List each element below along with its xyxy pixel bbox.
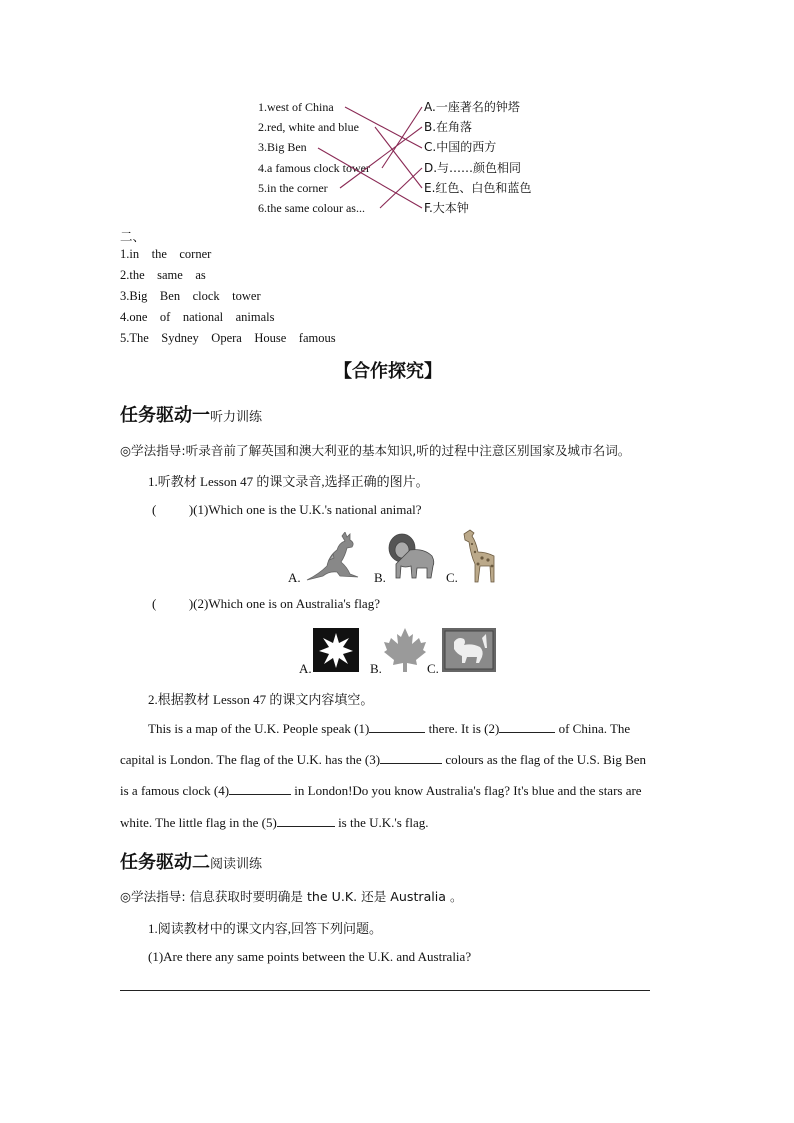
task1-heading: 任务驱动一 [120, 405, 210, 426]
passage-line-2 [120, 751, 646, 768]
maple-leaf-icon [383, 626, 427, 672]
matching-right-item: D.与……颜色相同 [424, 160, 522, 175]
matching-left-item: 3.Big Ben [258, 140, 307, 155]
giraffe-icon [458, 528, 502, 584]
option-label: C. [427, 661, 439, 676]
section-two-label: 二、 [120, 229, 146, 244]
star-icon [313, 628, 359, 672]
task2-heading-row [120, 848, 262, 874]
task2-q1-1: (1)Are there any same points between the U.K. and Australia? [148, 949, 472, 964]
matching-lines [0, 0, 794, 230]
task1-q2-intro: 2.根据教材 Lesson 47 的课文内容填空。 [148, 692, 374, 707]
matching-left-item: 5.in the corner [258, 180, 328, 195]
option-label: B. [370, 661, 382, 676]
matching-right-column [424, 97, 531, 218]
section-title: 【合作探究】 [334, 361, 442, 382]
option-label: A. [299, 661, 312, 676]
answer-blank-4[interactable] [229, 782, 291, 795]
task1-guide: ◎学法指导:听录音前了解英国和澳大利亚的基本知识,听的过程中注意区别国家及城市名词。 [120, 443, 631, 458]
section-two-item: 1.in the corner [120, 247, 212, 261]
task1-tag: 听力训练 [210, 410, 263, 425]
section-two-item: 2.the same as [120, 268, 206, 282]
passage-text: of China. The [555, 721, 631, 736]
matching-left-item: 6.the same colour as... [258, 200, 365, 215]
passage-text: in London!Do you know Australia's flag? It's blue and the stars are [291, 783, 642, 798]
passage-text: is a famous clock (4) [120, 783, 230, 798]
matching-right-item: E.红色、白色和蓝色 [424, 180, 532, 195]
passage-text: white. The little flag in the (5) [120, 815, 277, 830]
matching-left-item: 1.west of China [258, 100, 334, 114]
task1-q1-2: ( )(2)Which one is on Australia's flag? [152, 596, 380, 611]
option-label: A. [288, 570, 301, 585]
task2-heading: 任务驱动二 [120, 852, 210, 873]
answer-line[interactable] [120, 990, 650, 991]
matching-right-item: F.大本钟 [424, 200, 469, 215]
answer-blank-3[interactable] [380, 751, 442, 764]
task1-q1-intro: 1.听教材 Lesson 47 的课文录音,选择正确的图片。 [148, 474, 429, 489]
section-two-item: 4.one of national animals [120, 310, 275, 324]
kangaroo-icon [302, 532, 364, 584]
task2-q1-intro: 1.阅读教材中的课文内容,回答下列问题。 [148, 921, 383, 936]
answer-blank-2[interactable] [499, 720, 555, 733]
section-two-item: 3.Big Ben clock tower [120, 289, 261, 303]
passage-text: capital is London. The flag of the U.K. has the (3) [120, 752, 381, 767]
passage-line-4 [120, 814, 429, 831]
passage-text: colours as the flag of the U.S. Big Ben [442, 752, 647, 767]
task2-guide: ◎学法指导: 信息获取时要明确是 the U.K. 还是 Australia 。 [120, 889, 463, 904]
task1-q1-1: ( )(1)Which one is the U.K.'s national animal? [152, 502, 422, 517]
matching-right-item: B.在角落 [424, 120, 473, 135]
lion-emblem-icon [442, 628, 496, 672]
answer-blank-5[interactable] [277, 814, 335, 827]
task1-heading-row [120, 401, 262, 427]
answer-blank-1[interactable] [369, 720, 425, 733]
matching-right-item: C.中国的西方 [424, 140, 497, 155]
option-label: B. [374, 570, 386, 585]
passage-line-3 [120, 782, 642, 799]
matching-left-item: 4.a famous clock tower [258, 160, 370, 175]
task2-tag: 阅读训练 [210, 857, 263, 872]
passage-text: there. It is (2) [425, 721, 500, 736]
passage-text: is the U.K.'s flag. [334, 815, 429, 830]
passage-text: This is a map of the U.K. People speak (1) [148, 721, 370, 736]
option-label: C. [446, 570, 458, 585]
matching-left-item: 2.red, white and blue [258, 120, 359, 135]
section-two-item: 5.The Sydney Opera House famous [120, 331, 336, 345]
passage-line-1 [148, 720, 630, 737]
lion-icon [386, 532, 436, 580]
matching-right-item: A.一座著名的钟塔 [424, 100, 520, 114]
